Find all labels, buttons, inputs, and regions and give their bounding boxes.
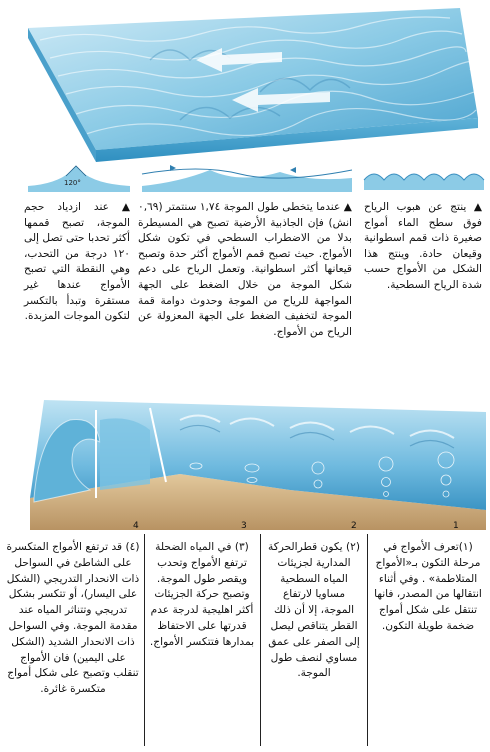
caption-steep-waves: ▲ عند ازدياد حجم الموجة، تصبح قممها أكثر تحدبا حتى تصل إلى ١٢٠ درجة من التحدب، وهي النقطة التي تصبح الأمواج عندها غير مستقرة وتبدأ بالتكسر لتكون الموجات المزبدة. bbox=[24, 201, 130, 323]
caption-stage-2: (٢) يكون قطرالحركة المدارية لجزيئات المياه السطحية مساويا لارتفاع الموجة، إلا أن ذلك القطر يتناقص ليصل إلى الصفر على عمق مساوي لنصف طول الموجة. bbox=[268, 541, 360, 680]
stage-number-4: 4 bbox=[133, 521, 139, 531]
caption-stage-1: (١)تعرف الأمواج في مرحلة التكون بـ«الأمواج المتلاطمة» . وفي أثناء انتقالها من المصدر، فانها تنتقل على شكل أمواج ضخمة طويلة التكون. bbox=[374, 541, 482, 632]
stage-number-3: 3 bbox=[241, 521, 247, 531]
wave-shoaling-illustration bbox=[0, 390, 490, 530]
ripple-profile-diagram bbox=[362, 158, 488, 196]
angle-label: 120° bbox=[64, 179, 81, 187]
gravity-wave-profile-diagram bbox=[140, 158, 354, 196]
caption-stage-4: (٤) قد ترتفع الأمواج المتكسرة على الشاطئ في السواحل ذات الانحدار التدريجي (الشكل على اليسار)، أو تتكسر بشكل تدريجي وتتناثر المياه عند مقدمة الموجة. وفي السواحل ذات الانحدار الشديد (الشكل على اليمين) فان الأمواج تنقلب وتصبح على شكل أمواج متكسرة غائرة. bbox=[6, 541, 140, 696]
stage-number-1: 1 bbox=[453, 521, 459, 531]
caption-ripples: ▲ ينتج عن هبوب الرياح فوق سطح الماء أمواج صغيرة ذات قمم اسطوانية وقيعان حادة. وينتج هذا الشكل من الأمواج حسب شدة الرياح السطحية. bbox=[364, 201, 482, 291]
stage-number-2: 2 bbox=[351, 521, 357, 531]
column-divider bbox=[367, 534, 368, 746]
caption-gravity-waves: ▲ عندما يتخطى طول الموجة ١,٧٤ سنتمتر (٠,٦٩ انش) فإن الجاذبية الأرضية تصبح هي المسيطرة بدلا من الاضطراب السطحي في تكون شكل الأمواج. حيث تصبح قمم الأمواج أكثر حدة وتصبح قيعانها أكثر اسطوانية. وتعمل الرياح على دعم شكل الموجة من خلال الضغط على الجهة المواجهة للرياح من الموجة وحدوث دوامة قمة الموجة لتخفيف الضغط على الجهة المعزولة عن الرياح من الأمواج. bbox=[138, 201, 352, 338]
column-divider bbox=[144, 534, 145, 746]
column-divider bbox=[260, 534, 261, 746]
caption-stage-3: (٣) في المياه الضحلة ترتفع الأمواج وتحدب ويقصر طول الموجة. وتصبح حركة الجزيئات أكثر اهليجية لدرجة عدم قدرتها على الاحتفاظ بمدارها فتتكسر الأمواج. bbox=[149, 541, 255, 648]
steep-wave-profile-diagram bbox=[26, 158, 132, 196]
